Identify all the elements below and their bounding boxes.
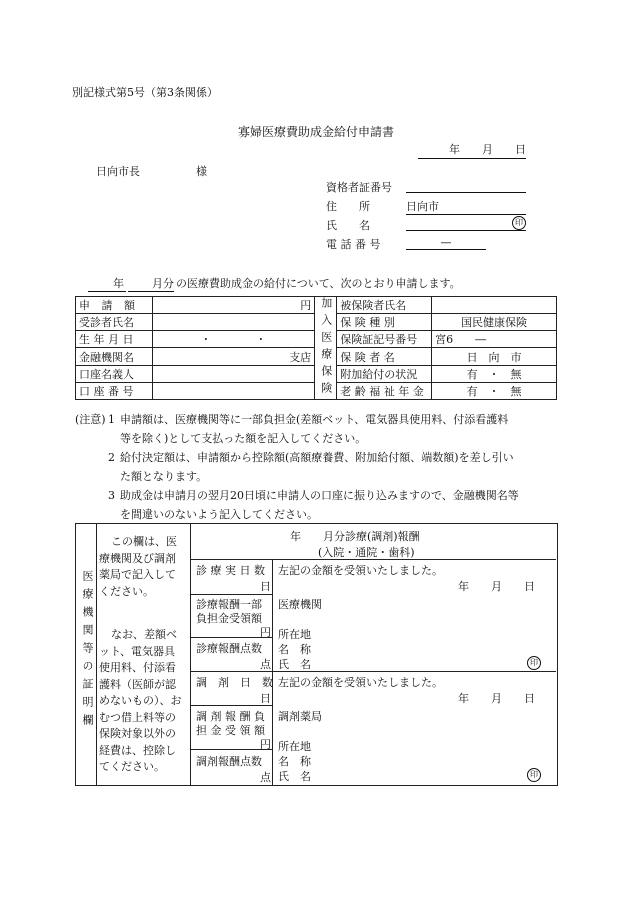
cert-exclusion-note: なお、差額ベ ット、電気器具 使用料、付添看 護料（医師が認 めないもの）、お むつ借上料等の 保険対象以外の 経費は、控除し てください。 <box>99 628 182 773</box>
extra-benefit-label: 附加給付の状況 <box>337 365 432 382</box>
period-type[interactable]: (入院・通院・歯科) <box>318 546 415 559</box>
address-field[interactable]: 日向市 <box>406 198 526 215</box>
medical-copay-label: 診療報酬一部 <box>196 598 262 611</box>
medical-person-label: 氏 名 <box>278 658 311 671</box>
medical-location-label: 所在地 <box>278 628 311 641</box>
pharmacy-org-label: 調剤薬局 <box>278 710 322 723</box>
seal-stamp: 印 <box>512 216 526 230</box>
medical-points-unit: 点 <box>260 658 271 671</box>
note-2-line-1: 給付決定額は、申請額から控除額(高額療養費、附加給付額、端数額)を差し引い <box>120 451 514 464</box>
pharmacy-points-label: 調剤報酬点数 <box>196 755 262 768</box>
application-table <box>75 296 557 400</box>
form-reference: 別記様式第5号（第3条関係） <box>72 86 218 99</box>
insurer-name-field[interactable]: 日 向 市 <box>432 348 557 365</box>
insurance-type-label: 保 険 種 別 <box>337 314 432 331</box>
cert-instruction: この欄は、医 療機関及び調剤 薬局で記入して ください。 <box>99 535 177 598</box>
pharmacy-days-label: 調 剤 日 数 <box>196 676 273 689</box>
medical-name-label: 名 称 <box>278 643 311 656</box>
note-3-line-2: を間違いのないよう記入してください。 <box>120 508 318 521</box>
pharmacy-points-unit: 点 <box>260 771 271 784</box>
insurance-group-label: 加入医療保険 <box>315 297 337 400</box>
amount-label: 申 請 額 <box>76 297 153 314</box>
cert-number-field[interactable] <box>406 179 526 193</box>
statement-text: の医療費助成金の給付について、次のとおり申請します。 <box>176 277 461 290</box>
pension-label: 老 齢 福 祉 年 金 <box>337 382 432 399</box>
account-holder-field[interactable] <box>152 365 315 382</box>
note-2-line-2: た額となります。 <box>120 470 208 483</box>
medical-days-unit: 日 <box>260 580 271 593</box>
medical-points-label: 診療報酬点数 <box>196 642 262 655</box>
medical-received-text: 左記の金額を受領いたしました。 <box>278 564 443 577</box>
account-number-label: 口 座 番 号 <box>76 382 153 399</box>
note-3-line-1: 助成金は申請月の翌月20日頃に申請人の口座に振り込みますので、金融機関名等 <box>120 489 519 502</box>
medical-copay-unit: 円 <box>260 626 271 639</box>
addressee: 日向市長 <box>96 165 140 178</box>
extra-benefit-field[interactable]: 有 ・ 無 <box>432 365 557 382</box>
pharmacy-days-unit: 日 <box>260 692 271 705</box>
name-label: 氏 名 <box>326 219 370 232</box>
patient-name-field[interactable] <box>152 314 315 331</box>
bank-name-label: 金融機関名 <box>76 348 153 365</box>
statement-year[interactable]: 年 <box>88 275 126 292</box>
account-number-field[interactable] <box>152 382 315 399</box>
bank-name-field[interactable]: 支店 <box>152 348 315 365</box>
birthdate-field[interactable]: ・ ・ <box>152 331 315 348</box>
medical-date[interactable]: 年 月 日 <box>458 580 535 593</box>
addressee-honorific: 様 <box>196 165 207 178</box>
pharmacy-date[interactable]: 年 月 日 <box>458 692 535 705</box>
notes-prefix: (注意) <box>75 413 106 426</box>
phone-field[interactable]: — <box>406 236 486 250</box>
pharmacy-copay-label: 調 剤 報 酬 負 <box>196 710 265 723</box>
patient-name-label: 受診者氏名 <box>76 314 153 331</box>
pharmacy-seal-stamp: 印 <box>527 768 541 782</box>
cert-number-label: 資格者証番号 <box>326 181 392 194</box>
insured-name-field[interactable] <box>432 297 557 314</box>
table-row <box>76 297 557 314</box>
pharmacy-name-label: 名 称 <box>278 755 311 768</box>
phone-label: 電 話 番 号 <box>326 238 381 251</box>
period-line[interactable]: 年 月分診療(調剤)報酬 <box>290 530 420 543</box>
medical-org-label: 医療機関 <box>278 598 322 611</box>
note-3-number: 3 <box>108 489 115 502</box>
name-field[interactable] <box>406 217 526 231</box>
note-1-line-2: 等を除く)として支払った額を記入してください。 <box>120 432 367 445</box>
pharmacy-copay-label-2: 担 金 受 領 額 <box>196 724 265 737</box>
medical-days-label: 診 療 実 日 数 <box>196 564 265 577</box>
pension-field[interactable]: 有 ・ 無 <box>432 382 557 399</box>
medical-seal-stamp: 印 <box>527 656 541 670</box>
insurance-type-field[interactable]: 国民健康保険 <box>432 314 557 331</box>
insurance-number-label: 保険証記号番号 <box>337 331 432 348</box>
application-date[interactable]: 年 月 日 <box>418 141 526 159</box>
note-2-number: 2 <box>108 451 115 464</box>
pharmacy-person-label: 氏 名 <box>278 770 311 783</box>
pharmacy-location-label: 所在地 <box>278 740 311 753</box>
cert-side-label: 医療機関等の証明欄 <box>81 570 94 732</box>
account-holder-label: 口座名義人 <box>76 365 153 382</box>
pharmacy-copay-unit: 円 <box>260 738 271 751</box>
note-1-number: 1 <box>108 413 115 426</box>
amount-field[interactable]: 円 <box>152 297 315 314</box>
medical-copay-label-2: 負担金受領額 <box>196 612 262 625</box>
page-title: 寡婦医療費助成金給付申請書 <box>238 125 395 139</box>
insurer-name-label: 保 険 者 名 <box>337 348 432 365</box>
address-label: 住 所 <box>326 200 370 213</box>
note-1-line-1: 申請額は、医療機関等に一部負担金(差額ベット、電気器具使用料、付添看護料 <box>120 413 509 426</box>
insurance-number-field[interactable]: 宮6 ― <box>432 331 557 348</box>
pharmacy-received-text: 左記の金額を受領いたしました。 <box>278 676 443 689</box>
insured-name-label: 被保険者氏名 <box>337 297 432 314</box>
statement-month[interactable]: 月分 <box>128 275 174 292</box>
birthdate-label: 生 年 月 日 <box>76 331 153 348</box>
